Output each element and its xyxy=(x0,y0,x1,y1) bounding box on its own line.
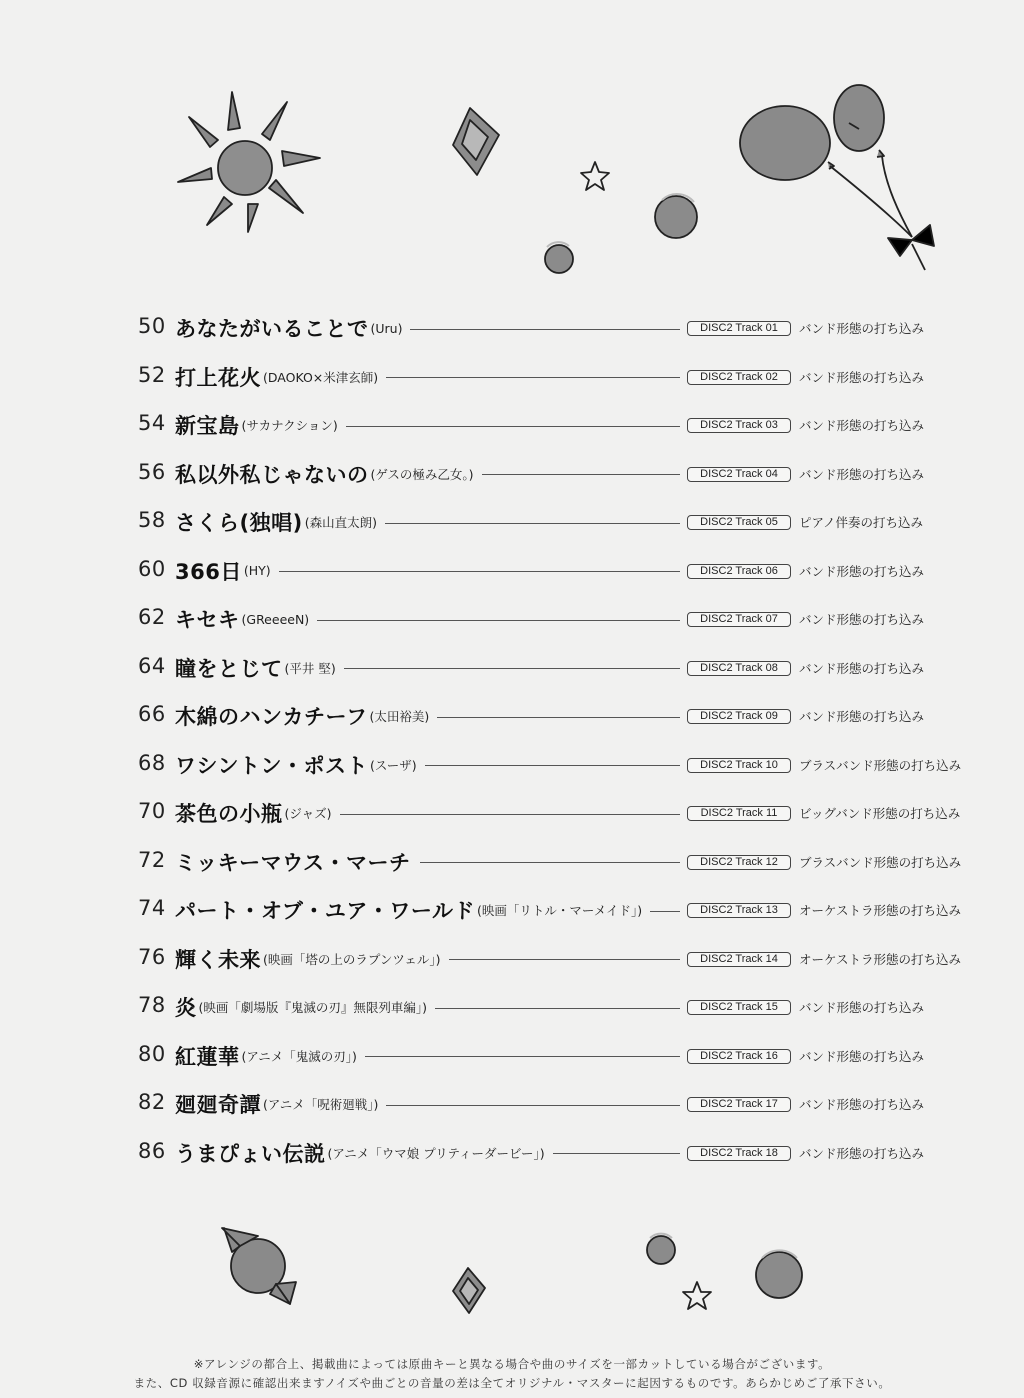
title-line xyxy=(175,1133,680,1173)
page-number: 70 xyxy=(138,799,166,823)
title-line xyxy=(175,842,680,882)
song-title: ワシントン・ポスト xyxy=(175,753,368,778)
candy-icon xyxy=(222,1228,296,1304)
page-number: 68 xyxy=(138,750,166,775)
title-line xyxy=(175,696,680,736)
title-line xyxy=(175,890,680,930)
footnote-line-1: ※アレンジの都合上、掲載曲によっては原曲キーと異なる場合や曲のサイズを一部カットしている場合がございます。 xyxy=(193,1357,831,1371)
page-number: 74 xyxy=(138,896,166,920)
arrangement-label: ピアノ伴奏の打ち込み xyxy=(799,515,924,530)
leader-line xyxy=(340,814,680,815)
track-badge: DISC2 Track 16 xyxy=(687,1049,791,1064)
leader-line xyxy=(449,959,680,960)
toc-entry xyxy=(0,1084,1024,1124)
toc-entry xyxy=(0,357,1024,397)
arrangement-label: オーケストラ形態の打ち込み xyxy=(799,951,962,967)
title-line xyxy=(175,793,680,833)
toc-entry xyxy=(0,696,1024,736)
track-badge: DISC2 Track 08 xyxy=(687,661,791,676)
arrangement-label: バンド形態の打ち込み xyxy=(799,660,925,676)
song-credit: (スーザ) xyxy=(369,757,417,773)
song-credit: (ジャズ) xyxy=(284,806,332,821)
sun-icon xyxy=(178,92,320,232)
toc-entry xyxy=(0,599,1024,639)
song-credit: (サカナクション) xyxy=(241,418,338,433)
bubble-icon xyxy=(647,1234,802,1298)
track-badge: DISC2 Track 01 xyxy=(687,321,791,336)
toc-entry xyxy=(0,745,1024,785)
title-line xyxy=(175,648,680,688)
toc-entry xyxy=(0,648,1024,688)
bubble-icon xyxy=(545,194,697,273)
track-badge: DISC2 Track 12 xyxy=(687,855,791,870)
page-number: 62 xyxy=(138,605,166,629)
song-title: さくら(独唱) xyxy=(175,511,303,535)
toc-entry xyxy=(0,1133,1024,1173)
toc-entry xyxy=(0,793,1024,833)
song-credit: (DAOKO×米津玄師) xyxy=(263,369,379,385)
footnote-line-2: また、CD 収録音源に確認出来ますノイズや曲ごとの音量の差は全てオリジナル・マスターに起因するものです。あらかじめご了承下さい。 xyxy=(133,1376,891,1390)
title-line xyxy=(175,357,680,397)
title-line xyxy=(175,987,680,1027)
arrangement-label: ブラスバンド形態の打ち込み xyxy=(799,757,962,773)
page-number: 56 xyxy=(138,459,166,484)
track-badge: DISC2 Track 10 xyxy=(687,758,791,773)
leader-line xyxy=(482,474,680,475)
track-badge: DISC2 Track 05 xyxy=(687,515,791,530)
song-title: あなたがいることで xyxy=(175,317,369,341)
track-badge: DISC2 Track 13 xyxy=(687,903,791,918)
title-line xyxy=(175,745,680,785)
diamond-icon xyxy=(453,1268,485,1313)
arrangement-label: バンド形態の打ち込み xyxy=(799,612,925,627)
arrangement-label: バンド形態の打ち込み xyxy=(799,709,925,724)
leader-line xyxy=(437,717,680,718)
title-line xyxy=(175,939,680,979)
title-line xyxy=(175,405,680,445)
track-badge: DISC2 Track 04 xyxy=(687,467,791,482)
track-badge: DISC2 Track 17 xyxy=(687,1097,791,1112)
toc-entry xyxy=(0,842,1024,882)
song-title: 炎 xyxy=(175,996,197,1020)
track-badge: DISC2 Track 03 xyxy=(687,418,791,433)
song-title: 私以外私じゃないの xyxy=(175,462,369,487)
toc-entry xyxy=(0,987,1024,1027)
page-number: 50 xyxy=(138,314,166,338)
song-title: 輝く未来 xyxy=(175,947,261,972)
song-credit: (アニメ「ウマ娘 プリティーダービー」) xyxy=(327,1145,545,1161)
song-title: うまぴょい伝説 xyxy=(175,1141,326,1166)
title-line xyxy=(175,454,680,494)
title-line xyxy=(175,551,680,591)
toc-entry xyxy=(0,939,1024,979)
page-number: 52 xyxy=(138,362,166,387)
page-number: 78 xyxy=(138,993,166,1017)
toc-entry xyxy=(0,454,1024,494)
arrangement-label: ビッグバンド形態の打ち込み xyxy=(799,806,961,821)
track-badge: DISC2 Track 06 xyxy=(687,564,791,579)
leader-line xyxy=(365,1056,680,1057)
toc-entry xyxy=(0,1036,1024,1076)
song-credit: (太田裕美) xyxy=(369,709,430,724)
song-credit: (Uru) xyxy=(370,320,403,336)
page-number: 58 xyxy=(138,508,166,532)
star-icon xyxy=(683,1282,711,1309)
song-credit: (森山直太朗) xyxy=(304,515,377,530)
toc-entry xyxy=(0,890,1024,930)
arrangement-label: バンド形態の打ち込み xyxy=(799,563,925,579)
arrangement-label: オーケストラ形態の打ち込み xyxy=(799,903,962,918)
song-title: パート・オブ・ユア・ワールド xyxy=(175,899,475,923)
arrangement-label: バンド形態の打ち込み xyxy=(799,369,925,385)
leader-line xyxy=(425,765,680,766)
song-credit: (アニメ「鬼滅の刃」) xyxy=(241,1048,357,1064)
track-badge: DISC2 Track 02 xyxy=(687,370,791,385)
page-number: 86 xyxy=(138,1138,166,1163)
arrangement-label: バンド形態の打ち込み xyxy=(799,418,925,433)
arrangement-label: バンド形態の打ち込み xyxy=(799,1000,925,1015)
page-number: 76 xyxy=(138,944,166,969)
title-line xyxy=(175,1084,680,1124)
page-number: 82 xyxy=(138,1090,166,1114)
song-credit: (ゲスの極み乙女。) xyxy=(370,466,474,482)
page-number: 64 xyxy=(138,653,166,678)
track-badge: DISC2 Track 18 xyxy=(687,1146,791,1161)
track-badge: DISC2 Track 11 xyxy=(687,806,791,821)
song-credit: (GReeeeN) xyxy=(241,611,310,627)
page-number: 54 xyxy=(138,411,166,435)
song-title: 木綿のハンカチーフ xyxy=(175,705,368,729)
leader-line xyxy=(650,911,680,912)
page-number: 72 xyxy=(138,847,166,872)
title-line xyxy=(175,308,680,348)
leader-line xyxy=(279,571,680,572)
toc-entry xyxy=(0,502,1024,542)
title-line xyxy=(175,1036,680,1076)
song-title: 廻廻奇譚 xyxy=(175,1093,261,1117)
leader-line xyxy=(386,377,680,378)
song-title: ミッキーマウス・マーチ xyxy=(175,850,411,875)
title-line xyxy=(175,599,680,639)
song-credit: (HY) xyxy=(243,563,271,578)
toc-entry xyxy=(0,308,1024,348)
song-title: 新宝島 xyxy=(175,414,240,438)
leader-line xyxy=(420,862,680,863)
leader-line xyxy=(410,329,680,330)
song-credit: (映画「劇場版『鬼滅の刃』無限列車編」) xyxy=(198,1000,428,1015)
song-credit: (アニメ「呪術廻戦」) xyxy=(263,1097,379,1112)
arrangement-label: バンド形態の打ち込み xyxy=(799,1048,925,1064)
song-credit: (平井 堅) xyxy=(284,660,336,676)
song-title: 打上花火 xyxy=(175,365,261,390)
track-badge: DISC2 Track 15 xyxy=(687,1000,791,1015)
song-credit: (映画「リトル・マーメイド」) xyxy=(476,903,643,918)
page-number: 66 xyxy=(138,702,166,726)
title-line xyxy=(175,502,680,542)
leader-line xyxy=(317,620,680,621)
track-badge: DISC2 Track 07 xyxy=(687,612,791,627)
arrangement-label: バンド形態の打ち込み xyxy=(799,1097,925,1112)
page-number: 80 xyxy=(138,1041,166,1066)
page-number: 60 xyxy=(138,556,166,581)
toc-entry xyxy=(0,405,1024,445)
song-title: 紅蓮華 xyxy=(175,1044,240,1069)
balloons-icon xyxy=(740,85,934,270)
track-badge: DISC2 Track 09 xyxy=(687,709,791,724)
song-title: キセキ xyxy=(175,608,240,632)
song-title: 瞳をとじて xyxy=(175,656,283,681)
leader-line xyxy=(385,523,680,524)
arrangement-label: バンド形態の打ち込み xyxy=(799,466,925,482)
arrangement-label: ブラスバンド形態の打ち込み xyxy=(799,854,962,870)
toc-entry xyxy=(0,551,1024,591)
track-badge: DISC2 Track 14 xyxy=(687,952,791,967)
leader-line xyxy=(386,1105,680,1106)
arrangement-label: バンド形態の打ち込み xyxy=(799,1145,925,1161)
arrangement-label: バンド形態の打ち込み xyxy=(799,321,925,336)
song-credit: (映画「塔の上のラプンツェル」) xyxy=(263,951,441,967)
leader-line xyxy=(435,1008,680,1009)
song-title: 茶色の小瓶 xyxy=(175,802,283,826)
leader-line xyxy=(346,426,680,427)
diamond-icon xyxy=(453,108,499,175)
star-icon xyxy=(581,162,609,190)
leader-line xyxy=(553,1153,680,1154)
leader-line xyxy=(344,668,680,669)
song-title: 366日 xyxy=(175,559,242,584)
